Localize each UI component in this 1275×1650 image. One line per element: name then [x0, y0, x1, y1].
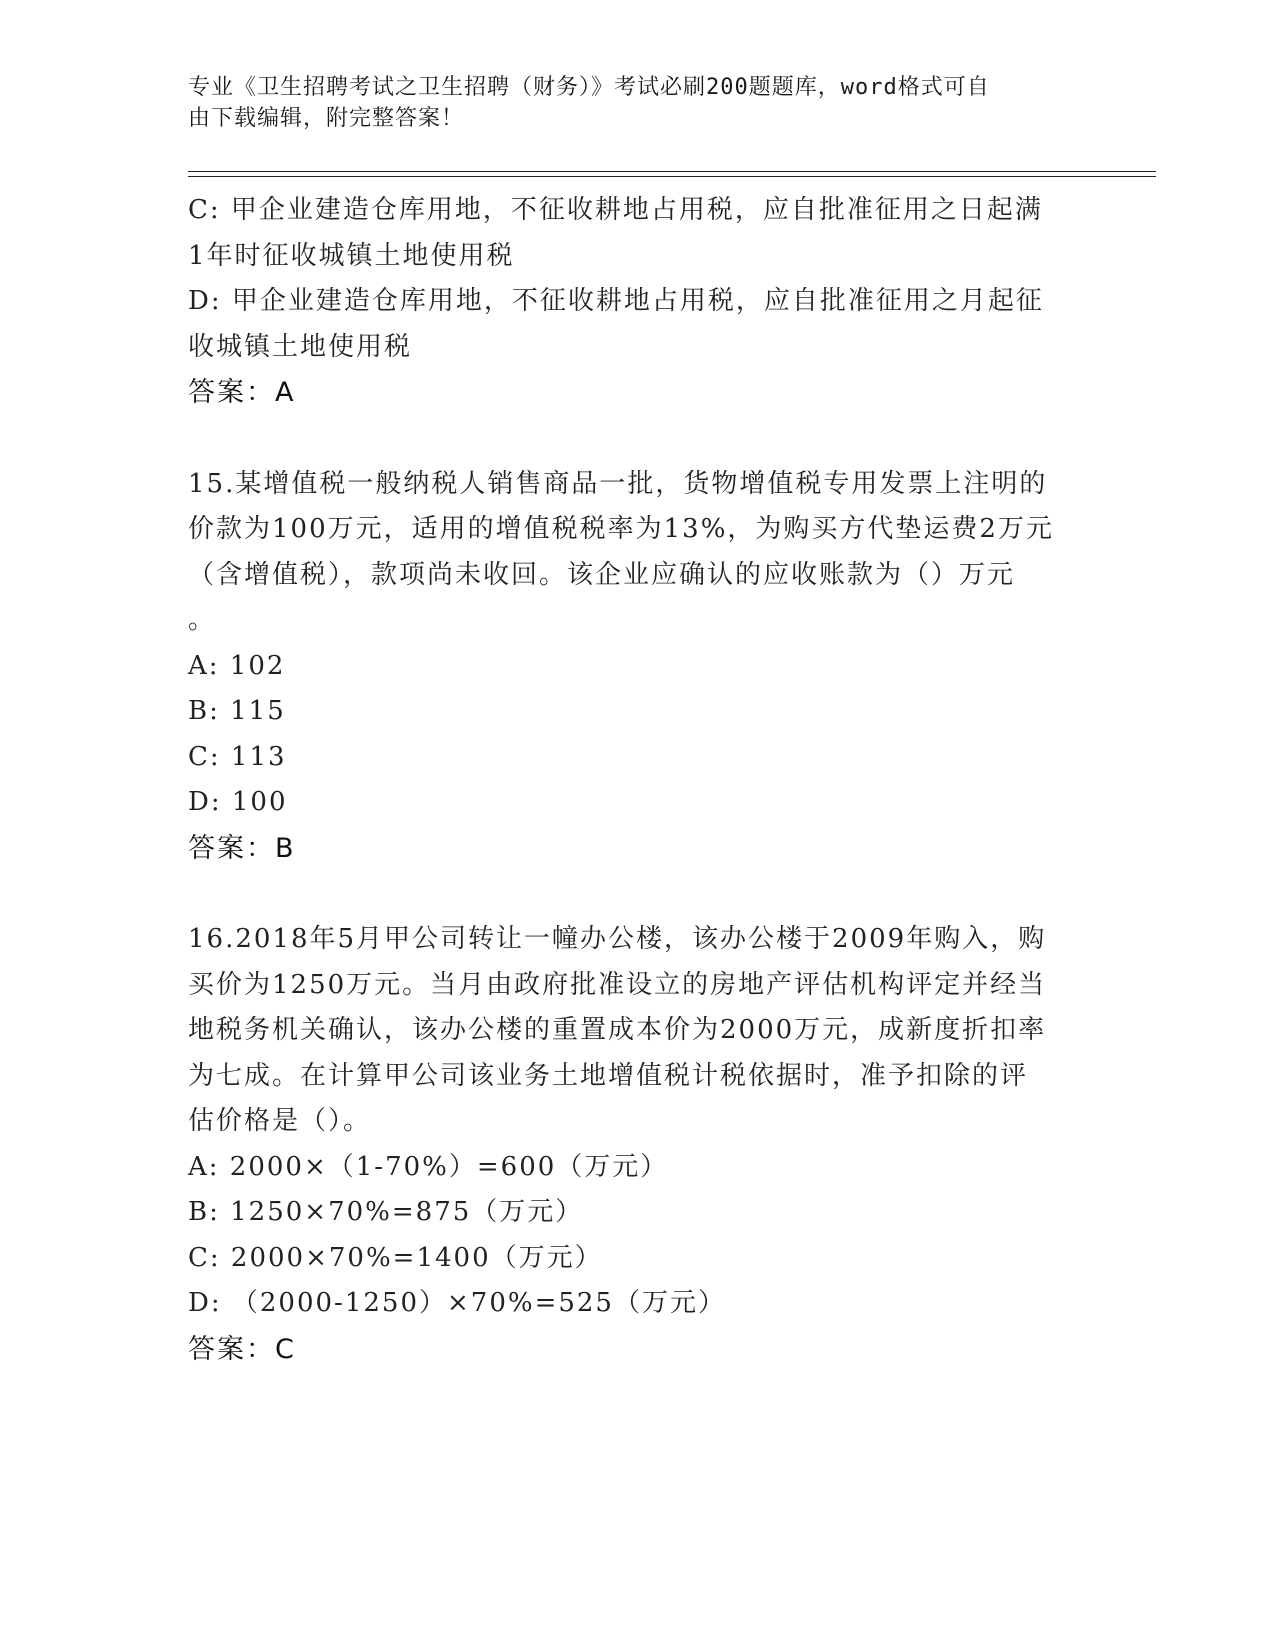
q14-answer: 答案：A [188, 377, 296, 408]
document-header [188, 72, 1068, 134]
question-14-remainder [188, 188, 1088, 416]
q16-stem-line-3: 地税务机关确认，该办公楼的重置成本价为2000万元，成新度折扣率 [188, 1015, 1047, 1045]
q15-option-b: B: 115 [188, 696, 286, 726]
q16-option-c: C: 2000×70%=1400（万元） [188, 1242, 603, 1273]
q16-answer: 答案：C [188, 1333, 296, 1365]
q16-stem-line-2: 买价为1250万元。当月由政府批准设立的房地产评估机构评定并经当 [188, 969, 1047, 1000]
q15-option-d: D: 100 [188, 787, 288, 817]
q15-answer: 答案：B [188, 832, 296, 864]
q14-option-c-line-1: C: 甲企业建造仓库用地，不征收耕地占用税，应自批准征用之日起满 [188, 195, 1043, 225]
q15-stem-line-4: 。 [188, 605, 217, 635]
q16-stem-line-4: 为七成。在计算甲公司该业务土地增值税计税依据时，准予扣除的评 [188, 1060, 1029, 1091]
spacer [188, 871, 1088, 917]
q15-stem-line-3: （含增值税），款项尚未收回。该企业应确认的应收账款为（）万元 [188, 559, 1016, 590]
header-rule-bottom [188, 176, 1156, 177]
q16-stem-line-5: 估价格是（）。 [188, 1106, 372, 1136]
question-16 [188, 917, 1088, 1372]
q15-option-c: C: 113 [188, 741, 287, 772]
q15-option-a: A: 102 [188, 650, 286, 681]
q16-option-a: A: 2000×（1-70%）=600（万元） [188, 1151, 669, 1182]
q14-option-d-line-2: 收城镇土地使用税 [188, 331, 413, 362]
q15-stem-line-1: 15.某增值税一般纳税人销售商品一批，货物增值税专用发票上注明的 [188, 468, 1048, 499]
q16-option-d: D: （2000-1250）×70%=525（万元） [188, 1288, 726, 1318]
q16-option-b: B: 1250×70%=875（万元） [188, 1197, 584, 1227]
q14-option-d-line-1: D: 甲企业建造仓库用地，不征收耕地占用税，应自批准征用之月起征 [188, 286, 1044, 316]
q15-stem-line-2: 价款为100万元，适用的增值税税率为13%，为购买方代垫运费2万元 [188, 514, 1054, 544]
document-body [188, 188, 1088, 1372]
q14-option-c-line-2: 1年时征收城镇土地使用税 [188, 240, 515, 271]
header-line-1: 专业《卫生招聘考试之卫生招聘（财务）》考试必刷200题题库，word格式可自 [188, 75, 990, 100]
spacer [188, 416, 1088, 462]
question-15 [188, 462, 1088, 872]
header-line-2: 由下载编辑，附完整答案！ [188, 106, 465, 131]
header-rule-top [188, 171, 1156, 172]
q16-stem-line-1: 16.2018年5月甲公司转让一幢办公楼，该办公楼于2009年购入，购 [188, 924, 1047, 954]
